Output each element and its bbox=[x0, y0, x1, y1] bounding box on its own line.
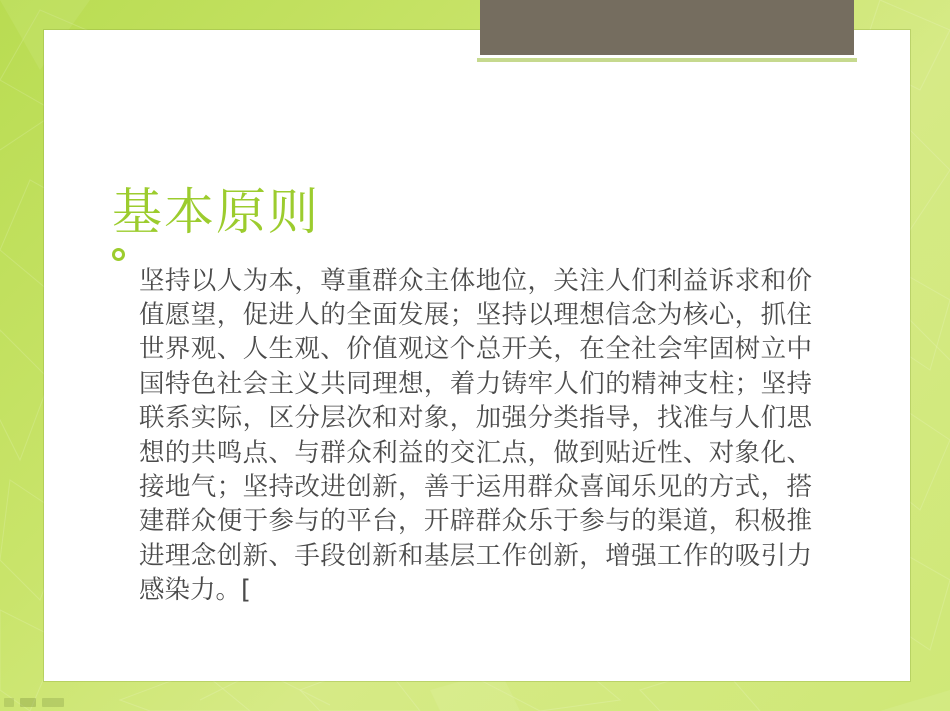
header-tab-underline bbox=[477, 58, 857, 62]
bottom-decoration-strip bbox=[0, 693, 950, 711]
header-tab-decoration bbox=[480, 0, 854, 58]
bullet-circle-icon bbox=[112, 248, 125, 261]
bullet-text: 坚持以人为本，尊重群众主体地位，关注人们利益诉求和价值愿望，促进人的全面发展；坚持以理想信念为核心，抓住世界观、人生观、价值观这个总开关，在全社会牢固树立中国特色社会主义共同理想，着力铸牢人们的精神支柱；坚持联系实际，区分层次和对象，加强分类指导，找准与人们思想的共鸣点、与群众利益的交汇点，做到贴近性、对象化、接地气；坚持改进创新，善于运用群众喜闻乐见的方式，搭建群众便于参与的平台，开辟群众乐于参与的渠道，积极推进理念创新、手段创新和基层工作创新，增强工作的吸引力感染力。[ bbox=[139, 265, 812, 606]
strip-mark-icon bbox=[4, 698, 14, 707]
slide-title: 基本原则 bbox=[112, 182, 320, 241]
strip-mark-icon bbox=[42, 698, 64, 707]
bullet-list-item bbox=[112, 238, 812, 633]
strip-mark-icon bbox=[20, 698, 36, 707]
